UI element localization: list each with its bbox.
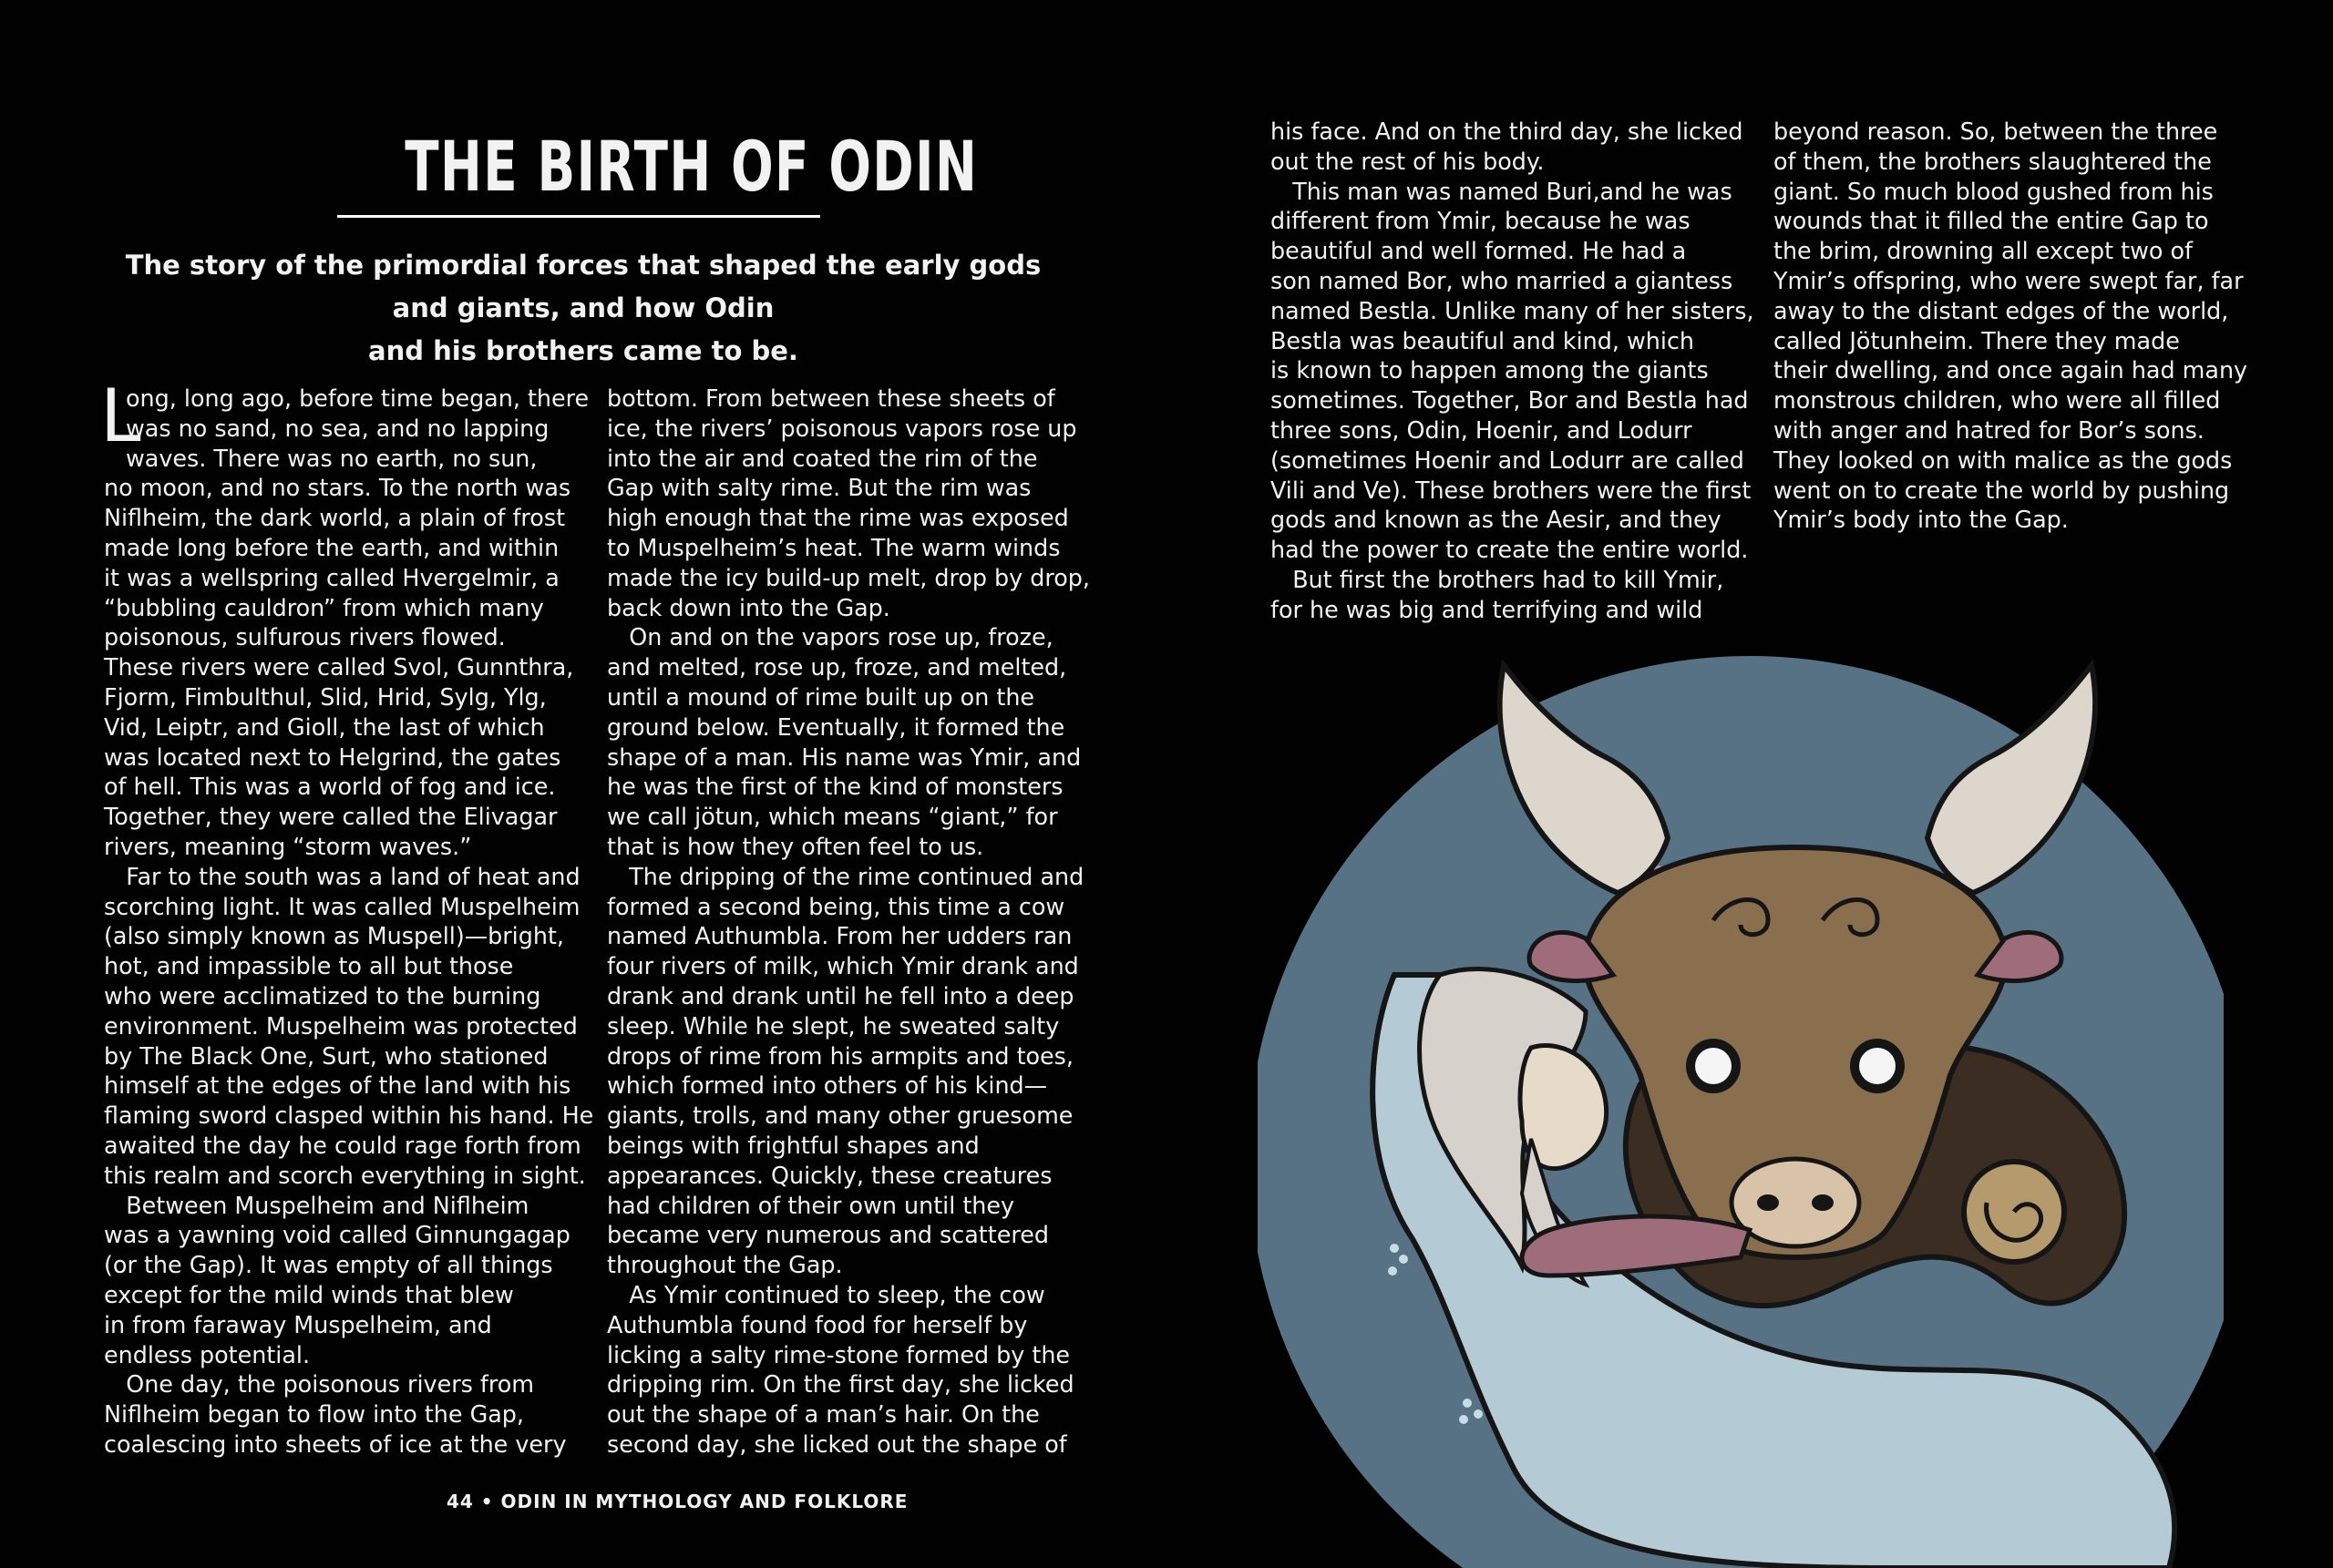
text-line: four rivers of milk, which Ymir drank and: [607, 952, 1079, 980]
text-line: that is how they often feel to us.: [607, 832, 984, 860]
text-line: made long before the earth, and within: [104, 533, 560, 561]
text-line: is known to happen among the giants: [1270, 356, 1709, 384]
text-line: licking a salty rime-stone formed by the: [607, 1340, 1071, 1368]
text-line: ice, the rivers’ poisonous vapors rose up: [607, 414, 1077, 442]
text-line: dripping rim. On the first day, she licked: [607, 1370, 1074, 1399]
text-line: This man was named Buri,and he was: [1270, 177, 1732, 205]
page-subtitle: [109, 244, 1057, 373]
text-line: high enough that the rime was exposed: [607, 504, 1069, 532]
bull-eye: [1695, 1048, 1732, 1084]
subtitle-line: and his brothers came to be.: [368, 335, 798, 366]
text-line: endless potential.: [104, 1340, 311, 1368]
text-line: Ymir’s body into the Gap.: [1773, 506, 2069, 534]
text-line: Vid, Leiptr, and Gioll, the last of which: [104, 712, 545, 741]
page-footer: 44 • ODIN IN MYTHOLOGY AND FOLKLORE: [447, 1491, 909, 1512]
text-line: went on to create the world by pushing: [1773, 476, 2230, 504]
text-line: ground below. Eventually, it formed the: [607, 712, 1065, 741]
authumbla-ymir-illustration: [1258, 647, 2224, 1568]
text-line: beings with frightful shapes and: [607, 1131, 980, 1159]
text-line: second day, she licked out the shape of: [607, 1430, 1067, 1458]
text-line: environment. Muspelheim was protected: [104, 1011, 578, 1040]
page-title: THE BIRTH OF ODIN: [405, 126, 979, 207]
text-line: awaited the day he could rage forth from: [104, 1131, 581, 1159]
text-line: scorching light. It was called Muspelheim: [104, 892, 581, 920]
text-column-1: [104, 384, 593, 1460]
text-line: But first the brothers had to kill Ymir,: [1270, 565, 1724, 593]
text-line: Gap with salty rime. But the rim was: [607, 474, 1032, 502]
text-line: into the air and coated the rim of the: [607, 444, 1038, 472]
text-line: appearances. Quickly, these creatures: [607, 1161, 1053, 1189]
text-line: out the shape of a man’s hair. On the: [607, 1400, 1040, 1429]
text-line: their dwelling, and once again had many: [1773, 356, 2248, 384]
text-line: to Muspelheim’s heat. The warm winds: [607, 533, 1061, 561]
text-line: which formed into others of his kind—: [607, 1071, 1048, 1100]
text-line: with anger and hatred for Bor’s sons.: [1773, 415, 2205, 444]
text-line: giants, trolls, and many other gruesome: [607, 1102, 1074, 1130]
text-line: hot, and impassible to all but those: [104, 952, 514, 980]
text-line: Fjorm, Fimbulthul, Slid, Hrid, Sylg, Ylg,: [104, 682, 547, 711]
text-line: became very numerous and scattered: [607, 1221, 1049, 1249]
text-column-3: [1270, 117, 1754, 625]
text-line: had children of their own until they: [607, 1191, 1015, 1219]
text-line: Authumbla found food for herself by: [607, 1310, 1028, 1338]
text-line: sleep. While he slept, he sweated salty: [607, 1011, 1060, 1040]
text-line: and melted, rose up, froze, and melted,: [607, 653, 1067, 682]
text-line: Vili and Ve). These brothers were the first: [1270, 476, 1752, 504]
text-line: On and on the vapors rose up, froze,: [607, 623, 1053, 651]
text-line: in from faraway Muspelheim, and: [104, 1310, 492, 1338]
text-line: throughout the Gap.: [607, 1251, 843, 1279]
text-line: beautiful and well formed. He had a: [1270, 237, 1687, 265]
text-line: his face. And on the third day, she licked: [1270, 118, 1743, 145]
text-line: One day, the poisonous rivers from: [104, 1370, 535, 1399]
text-line: bottom. From between these sheets of: [607, 384, 1055, 412]
text-line: he was the first of the kind of monsters: [607, 773, 1064, 801]
text-line: it was a wellspring called Hvergelmir, a: [104, 563, 560, 591]
subtitle-line: The story of the primordial forces that shaped the early gods and giants, and how Odin: [125, 250, 1042, 323]
text-line: different from Ymir, because he was: [1270, 207, 1691, 235]
text-line: Far to the south was a land of heat and: [104, 862, 581, 890]
text-line: (or the Gap). It was empty of all things: [104, 1251, 553, 1279]
text-line: Bestla was beautiful and kind, which: [1270, 326, 1695, 354]
text-line: called Jötunheim. There they made: [1773, 326, 2180, 354]
text-line: for he was big and terrifying and wild: [1270, 595, 1703, 623]
drop-cap: L: [100, 374, 141, 458]
text-line: (sometimes Hoenir and Lodurr are called: [1270, 446, 1744, 474]
text-line: out the rest of his body.: [1270, 147, 1545, 175]
text-line: Niflheim began to flow into the Gap,: [104, 1400, 524, 1429]
text-line: beyond reason. So, between the three: [1773, 118, 2218, 145]
text-line: until a mound of rime built up on the: [607, 682, 1035, 711]
text-line: giant. So much blood gushed from his: [1773, 177, 2214, 205]
text-line: They looked on with malice as the gods: [1773, 446, 2233, 474]
text-line: named Bestla. Unlike many of her sisters,: [1270, 296, 1754, 324]
title-underline: [337, 215, 820, 218]
text-line: was no sand, no sea, and no lapping: [126, 414, 550, 442]
text-line: “bubbling cauldron” from which many: [104, 593, 544, 621]
text-line: son named Bor, who married a giantess: [1270, 266, 1733, 294]
text-line: (also simply known as Muspell)—bright,: [104, 922, 564, 950]
text-line: gods and known as the Aesir, and they: [1270, 506, 1721, 534]
text-line: coalescing into sheets of ice at the very: [104, 1430, 567, 1458]
swirl-ornament: [1964, 1162, 2064, 1262]
text-column-4: [1773, 117, 2247, 535]
text-line: was a yawning void called Ginnungagap: [104, 1221, 570, 1249]
text-line: away to the distant edges of the world,: [1773, 296, 2229, 324]
text-line: drank and drank until he fell into a deep: [607, 981, 1074, 1009]
text-line: formed a second being, this time a cow: [607, 892, 1065, 920]
text-line: made the icy build-up melt, drop by drop,: [607, 563, 1090, 591]
text-line: The dripping of the rime continued and: [607, 862, 1084, 890]
text-line: rivers, meaning “storm waves.”: [104, 832, 472, 860]
text-column-2: [607, 384, 1090, 1460]
text-line: monstrous children, who were all filled: [1773, 386, 2221, 415]
text-line: this realm and scorch everything in sight.: [104, 1161, 586, 1189]
text-line: As Ymir continued to sleep, the cow: [607, 1280, 1045, 1308]
text-line: These rivers were called Svol, Gunnthra,: [104, 653, 574, 682]
text-line: no moon, and no stars. To the north was: [104, 474, 571, 502]
text-line: shape of a man. His name was Ymir, and: [607, 743, 1082, 771]
text-line: who were acclimatized to the burning: [104, 981, 541, 1009]
text-line: waves. There was no earth, no sun,: [126, 444, 538, 472]
text-line: named Authumbla. From her udders ran: [607, 922, 1073, 950]
text-line: of hell. This was a world of fog and ice.: [104, 773, 556, 801]
text-line: except for the mild winds that blew: [104, 1280, 514, 1308]
text-line: himself at the edges of the land with his: [104, 1071, 571, 1100]
text-line: was located next to Helgrind, the gates: [104, 743, 561, 771]
text-line: drops of rime from his armpits and toes,: [607, 1041, 1074, 1070]
text-line: we call jötun, which means “giant,” for: [607, 803, 1058, 831]
text-line: Ymir’s offspring, who were swept far, far: [1773, 266, 2244, 294]
text-line: wounds that it filled the entire Gap to: [1773, 207, 2209, 235]
text-line: of them, the brothers slaughtered the: [1773, 147, 2212, 175]
text-line: Niflheim, the dark world, a plain of frost: [104, 504, 566, 532]
text-line: three sons, Odin, Hoenir, and Lodurr: [1270, 415, 1692, 444]
text-line: Together, they were called the Elivagar: [104, 803, 558, 831]
text-line: poisonous, sulfurous rivers flowed.: [104, 623, 506, 651]
bull-eye: [1859, 1048, 1896, 1084]
text-line: Between Muspelheim and Niflheim: [104, 1191, 529, 1219]
text-line: sometimes. Together, Bor and Bestla had: [1270, 386, 1749, 415]
text-line: by The Black One, Surt, who stationed: [104, 1041, 549, 1070]
text-line: flaming sword clasped within his hand. He: [104, 1102, 594, 1130]
text-line: had the power to create the entire world.: [1270, 536, 1749, 564]
text-line: back down into the Gap.: [607, 593, 890, 621]
text-line: the brim, drowning all except two of: [1773, 237, 2193, 265]
text-line: ong, long ago, before time began, there: [126, 384, 590, 412]
